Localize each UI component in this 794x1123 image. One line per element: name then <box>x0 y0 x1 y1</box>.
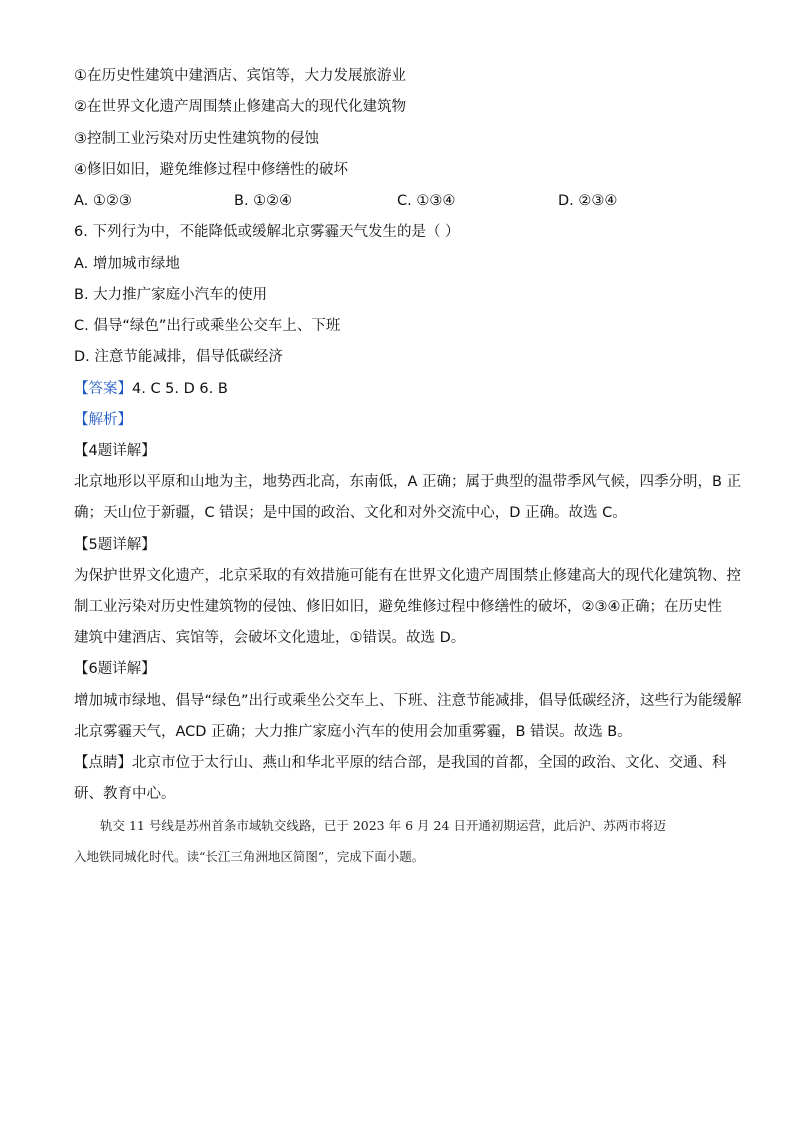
detail-6-line-2: 北京雾霾天气，ACD 正确；大力推广家庭小汽车的使用会加重雾霾，B 错误。故选 B。 <box>74 724 632 740</box>
choice-item-4: ④修旧如旧，避免维修过程中修缮性的破坏 <box>74 162 348 178</box>
detail-5-line-2: 制工业污染对历史性建筑物的侵蚀、修旧如旧，避免维修过程中修缮性的破坏，②③④正确；在历史性 <box>74 599 722 615</box>
choice-item-2: ②在世界文化遗产周围禁止修建高大的现代化建筑物 <box>74 99 406 115</box>
answer-label: 【答案】 <box>74 381 132 397</box>
q5-option-d: D. ②③④ <box>558 193 618 209</box>
detail-5-line-3: 建筑中建酒店、宾馆等，会破坏文化遗址，①错误。故选 D。 <box>74 630 466 646</box>
answer-text: 4. C 5. D 6. B <box>132 381 228 397</box>
tip-line-1 <box>74 753 727 773</box>
detail-5-line-1: 为保护世界文化遗产，北京采取的有效措施可能有在世界文化遗产周围禁止修建高大的现代化建筑物、控 <box>74 568 741 584</box>
choice-item-3: ③控制工业污染对历史性建筑物的侵蚀 <box>74 131 319 147</box>
q5-option-c: C. ①③④ <box>397 193 456 209</box>
tip-label: 【点睛】 <box>74 755 132 771</box>
passage-line-1: 轨交 11 号线是苏州首条市域轨交线路，已于 2023 年 6 月 24 日开通初期运营，此后沪、苏两市将迈 <box>100 818 666 833</box>
detail-4-line-1: 北京地形以平原和山地为主，地势西北高，东南低，A 正确；属于典型的温带季风气候，四季分明，B 正 <box>74 474 742 490</box>
q6-option-a: A. 增加城市绿地 <box>74 256 180 272</box>
passage-line-2: 入地铁同城化时代。读“长江三角洲地区简图”，完成下面小题。 <box>74 849 425 864</box>
q6-stem: 6. 下列行为中，不能降低或缓解北京雾霾天气发生的是（ ） <box>74 224 460 240</box>
detail-4-label: 【4题详解】 <box>74 443 156 459</box>
detail-4-line-2: 确；天山位于新疆，C 错误；是中国的政治、文化和对外交流中心，D 正确。故选 C。 <box>74 505 627 521</box>
choice-item-1: ①在历史性建筑中建酒店、宾馆等，大力发展旅游业 <box>74 68 406 84</box>
answer-line <box>74 379 228 399</box>
q5-option-a: A. ①②③ <box>74 193 132 209</box>
q5-options-row <box>74 191 714 211</box>
tip-text-1: 北京市位于太行山、燕山和华北平原的结合部，是我国的首都，全国的政治、文化、交通、科 <box>132 755 727 771</box>
q6-option-c: C. 倡导“绿色”出行或乘坐公交车上、下班 <box>74 318 341 334</box>
analysis-label: 【解析】 <box>74 412 132 428</box>
detail-5-label: 【5题详解】 <box>74 537 156 553</box>
q6-option-b: B. 大力推广家庭小汽车的使用 <box>74 287 268 303</box>
q5-option-b: B. ①②④ <box>234 193 293 209</box>
detail-6-label: 【6题详解】 <box>74 661 156 677</box>
tip-line-2: 研、教育中心。 <box>74 786 176 802</box>
detail-6-line-1: 增加城市绿地、倡导“绿色”出行或乘坐公交车上、下班、注意节能减排，倡导低碳经济，这些行为能缓解 <box>74 693 742 709</box>
q6-option-d: D. 注意节能减排，倡导低碳经济 <box>74 349 283 365</box>
